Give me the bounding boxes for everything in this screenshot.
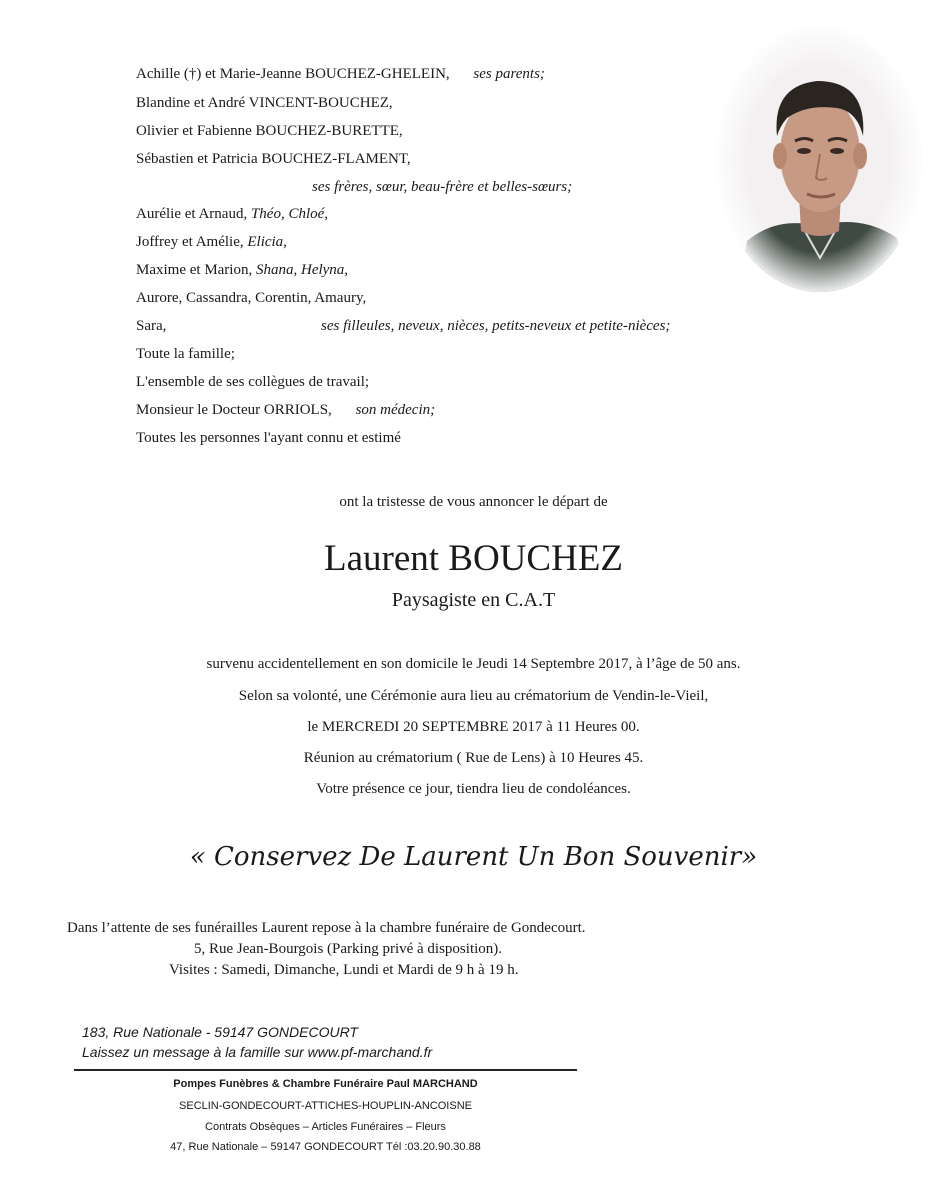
announcement-detail: Réunion au crématorium ( Rue de Lens) à 10 Heures 45. (303, 750, 644, 766)
announcement-detail: Votre présence ce jour, tiendra lieu de condoléances. (316, 781, 631, 797)
mourner-line (136, 318, 166, 335)
footer-address-phone: 47, Rue Nationale – 59147 GONDECOURT Tél :03.20.90.30.88 (170, 1141, 481, 1153)
footer-company: Pompes Funèbres & Chambre Funéraire Paul MARCHAND (173, 1078, 478, 1090)
relation-note: ses parents; (473, 66, 545, 82)
mourner-line (136, 95, 393, 112)
announcement-detail: survenu accidentellement en son domicile le Jeudi 14 Septembre 2017, à l’âge de 50 ans. (206, 656, 741, 672)
deceased-name: Laurent BOUCHEZ (323, 538, 624, 579)
deceased-occupation: Paysagiste en C.A.T (391, 589, 556, 611)
mourner-name: L'ensemble de ses collègues de travail; (136, 374, 370, 390)
mourner-line (136, 234, 287, 251)
mourner-line (136, 374, 369, 391)
mourner-name: Blandine et André VINCENT-BOUCHEZ, (136, 95, 393, 111)
mourner-name: Aurélie et Arnaud, (136, 206, 248, 222)
mourner-line (136, 262, 348, 279)
mourner-line (136, 151, 411, 168)
footer-towns: SECLIN-GONDECOURT-ATTICHES-HOUPLIN-ANCOISNE (179, 1100, 472, 1112)
announcement-detail: Selon sa volonté, une Cérémonie aura lieu au crématorium de Vendin-le-Vieil, (238, 688, 709, 704)
announcement-intro: ont la tristesse de vous annoncer le départ de (339, 494, 608, 510)
divider-line (74, 1069, 577, 1071)
children-names: Shana, Helyna, (255, 262, 349, 278)
announcement-detail: le MERCREDI 20 SEPTEMBRE 2017 à 11 Heures 00. (307, 719, 640, 735)
mourner-line (136, 206, 328, 223)
funeral-home-line: Dans l’attente de ses funérailles Laurent repose à la chambre funéraire de Gondecourt. (67, 920, 586, 936)
children-names: Théo, Chloé, (250, 206, 329, 222)
mourner-line (136, 66, 545, 83)
children-names: Elicia, (247, 234, 287, 250)
mourner-line (136, 346, 235, 363)
relation-note: son médecin; (355, 402, 436, 418)
mourner-name: Toutes les personnes l'ayant connu et estimé (136, 430, 401, 446)
mourner-line (136, 430, 401, 447)
funeral-home-line: 5, Rue Jean-Bourgois (Parking privé à disposition). (194, 941, 503, 957)
deceased-portrait-photo (717, 26, 922, 292)
mourner-line (136, 402, 435, 419)
contact-address: 183, Rue Nationale - 59147 GONDECOURT (82, 1024, 358, 1040)
contact-message: Laissez un message à la famille sur www.pf-marchand.fr (82, 1044, 433, 1060)
mourner-name: Aurore, Cassandra, Corentin, Amaury, (136, 290, 367, 306)
mourner-name: Sébastien et Patricia BOUCHEZ-FLAMENT, (136, 151, 411, 167)
mourner-line (136, 123, 403, 140)
funeral-home-line: Visites : Samedi, Dimanche, Lundi et Mardi de 9 h à 19 h. (169, 962, 519, 978)
relation-note: ses filleules, neveux, nièces, petits-neveux et petite-nièces; (321, 318, 671, 334)
mourner-name: Toute la famille; (136, 346, 235, 362)
mourner-name: Joffrey et Amélie, (136, 234, 244, 250)
mourner-name: Olivier et Fabienne BOUCHEZ-BURETTE, (136, 123, 403, 139)
mourner-name: Maxime et Marion, (136, 262, 253, 278)
mourner-name: Sara, (136, 318, 167, 334)
relation-note: ses frères, sœur, beau-frère et belles-sœurs; (312, 179, 573, 195)
footer-services: Contrats Obsèques – Articles Funéraires – Fleurs (205, 1121, 446, 1133)
mourner-line (136, 290, 366, 307)
mourner-name: Monsieur le Docteur ORRIOLS, (136, 402, 332, 418)
memorial-quote: « Conservez De Laurent Un Bon Souvenir» (189, 842, 758, 872)
mourner-name: Achille (†) et Marie-Jeanne BOUCHEZ-GHELEIN, (136, 66, 450, 82)
